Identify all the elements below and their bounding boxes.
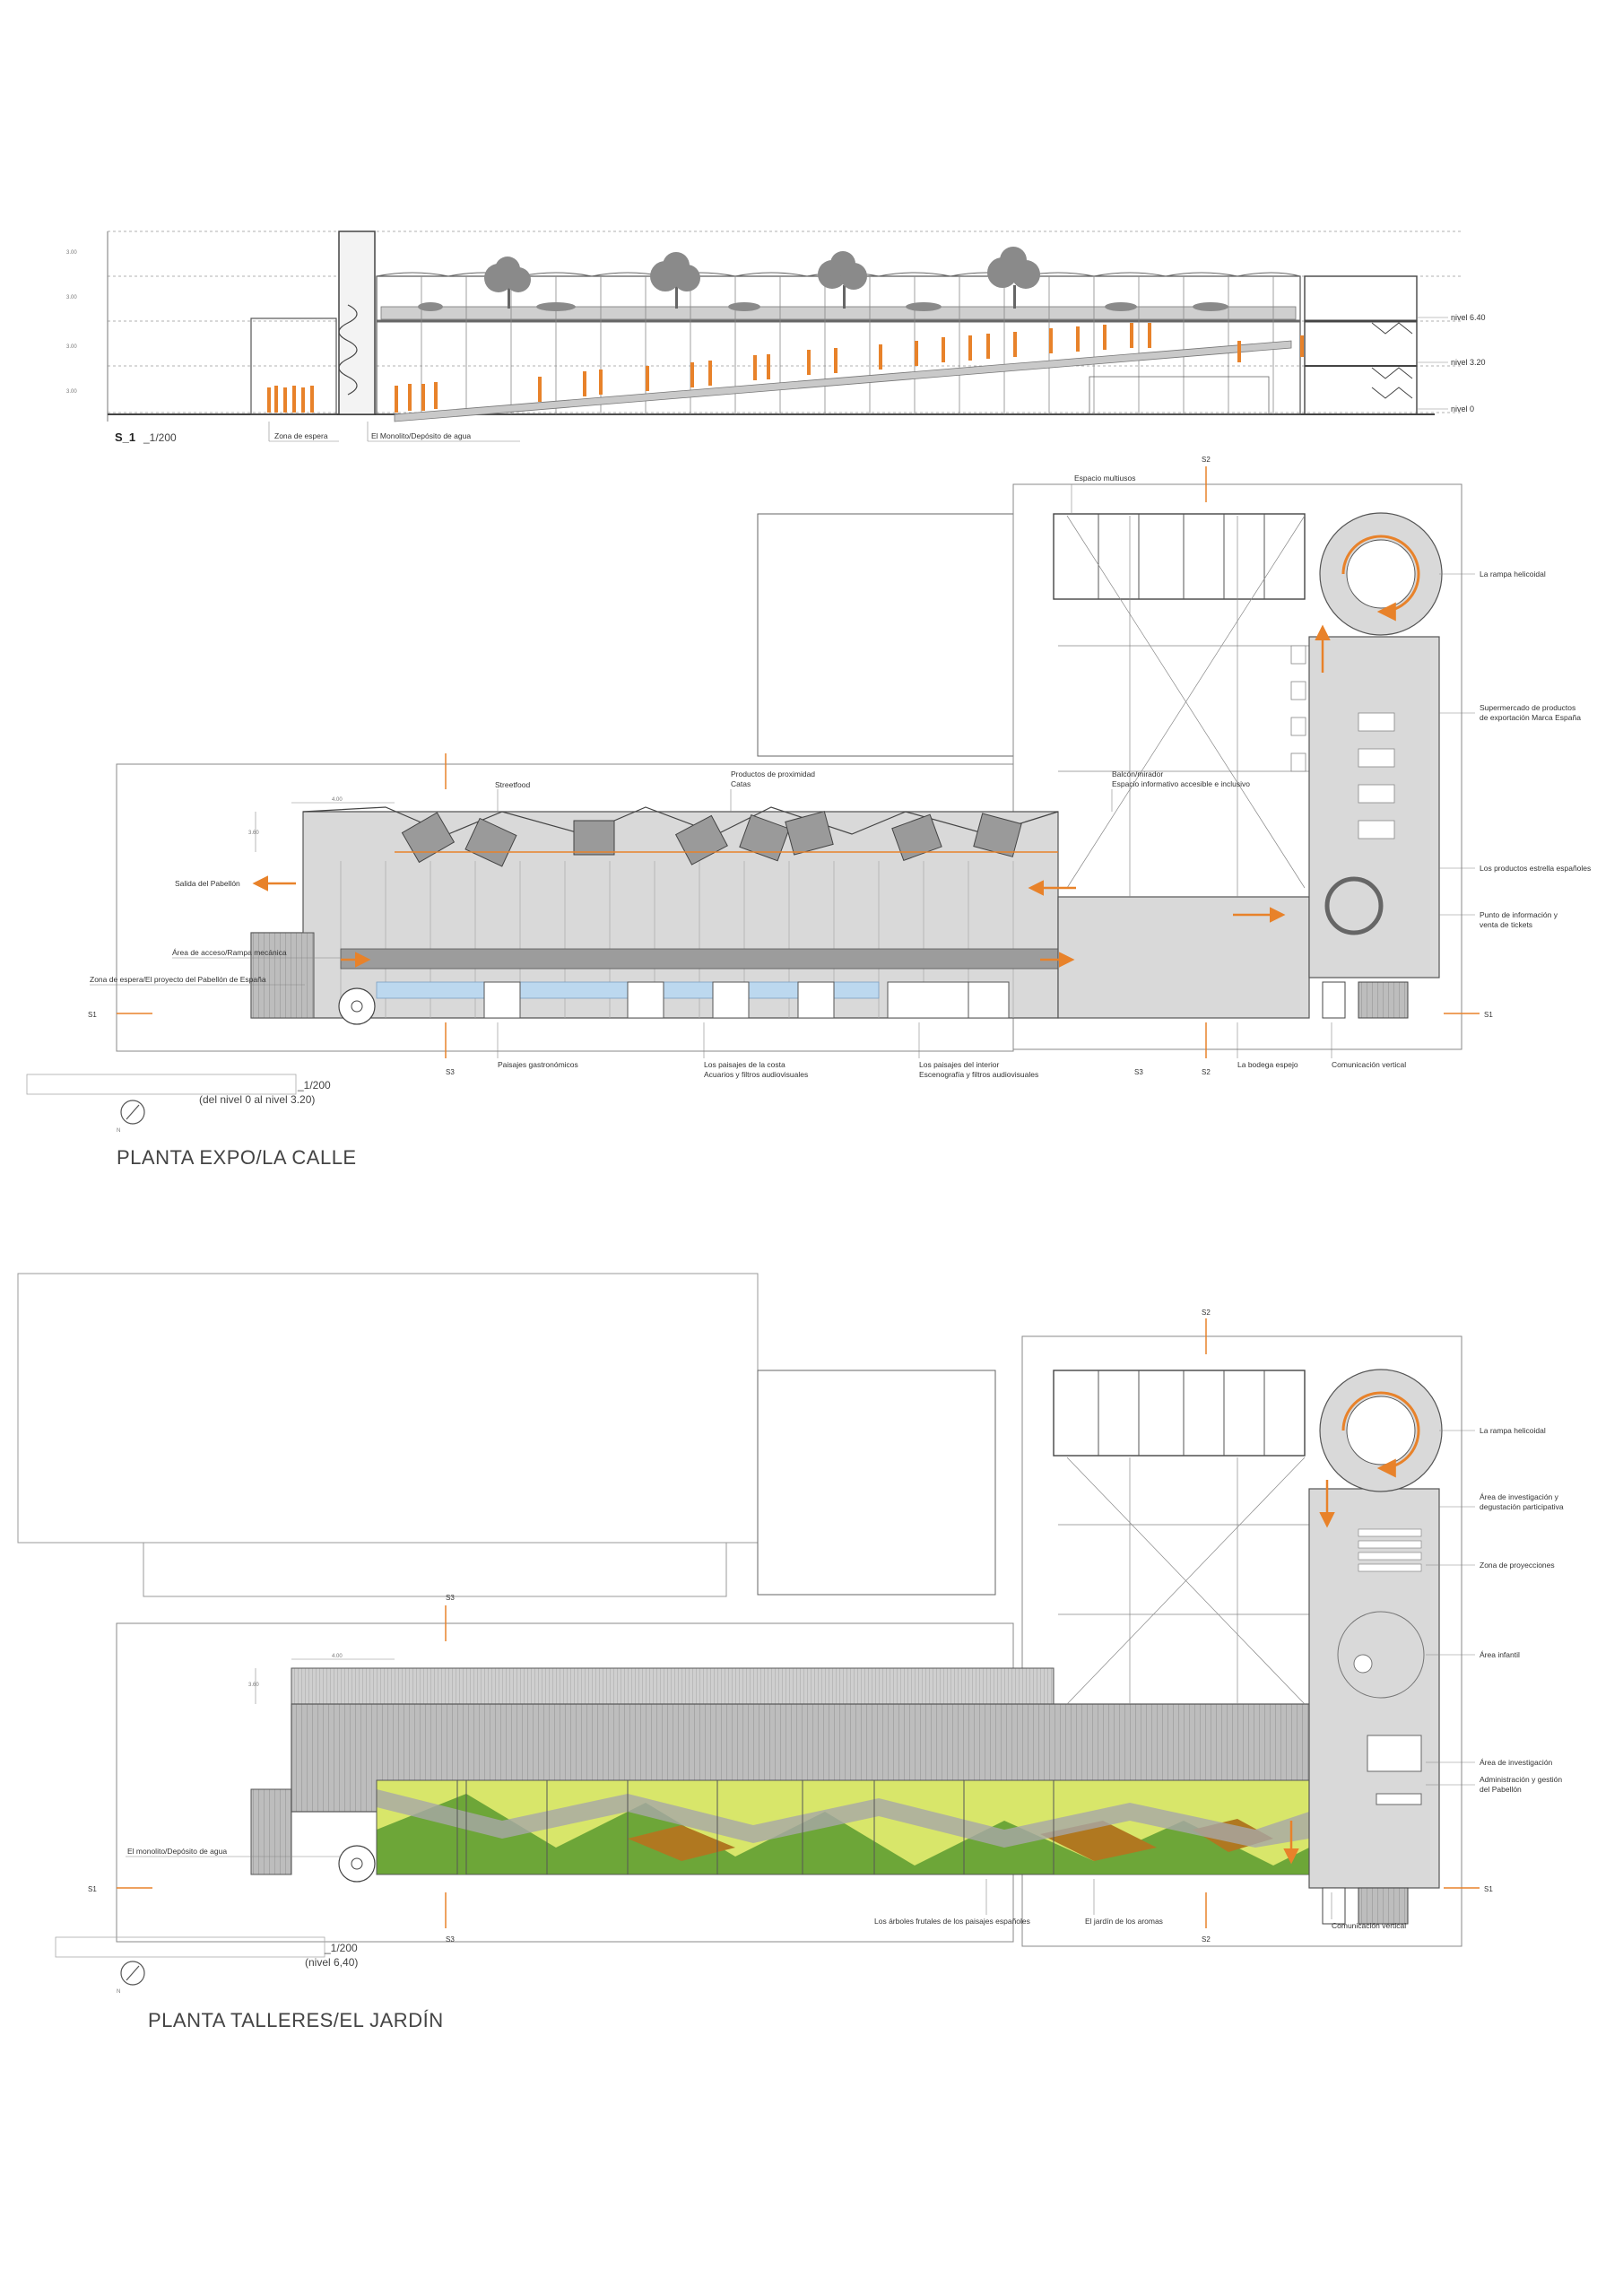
section-s1 — [66, 231, 1486, 444]
svg-text:Streetfood: Streetfood — [495, 780, 531, 789]
plan-talleres — [18, 1274, 1564, 2031]
svg-text:Punto de información y: Punto de información y — [1480, 910, 1558, 919]
svg-text:La bodega espejo: La bodega espejo — [1237, 1060, 1298, 1069]
svg-text:Los productos estrella español: Los productos estrella españoles — [1480, 864, 1592, 873]
svg-text:Paisajes gastronómicos: Paisajes gastronómicos — [498, 1060, 578, 1069]
plan-expo — [27, 456, 1591, 1169]
svg-text:Supermercado de productos: Supermercado de productos — [1480, 703, 1576, 712]
svg-text:Área de investigación: Área de investigación — [1480, 1758, 1553, 1767]
svg-text:nivel 0: nivel 0 — [1451, 404, 1475, 413]
svg-text:Catas: Catas — [731, 779, 751, 788]
svg-text:3.60: 3.60 — [248, 1683, 259, 1688]
svg-text:S3: S3 — [446, 1594, 455, 1602]
plan1-scale-box — [27, 1074, 296, 1094]
svg-text:S1: S1 — [88, 1011, 97, 1019]
plan2-title: PLANTA TALLERES/EL JARDÍN — [148, 2009, 444, 2031]
svg-text:Área infantil: Área infantil — [1480, 1650, 1520, 1659]
svg-text:de exportación Marca España: de exportación Marca España — [1480, 713, 1581, 722]
svg-text:nivel 6.40: nivel 6.40 — [1451, 313, 1486, 322]
section-dimension-labels — [66, 250, 77, 395]
svg-text:Acuarios y filtros audiovisual: Acuarios y filtros audiovisuales — [704, 1070, 809, 1079]
svg-text:S2: S2 — [1202, 456, 1211, 464]
svg-text:_1/200: _1/200 — [298, 1079, 331, 1091]
svg-text:del Pabellón: del Pabellón — [1480, 1785, 1522, 1794]
svg-text:La rampa helicoidal: La rampa helicoidal — [1480, 570, 1546, 578]
plan2-scale-box — [56, 1937, 325, 1957]
svg-text:S2: S2 — [1202, 1309, 1211, 1317]
section-trees — [418, 247, 1228, 311]
svg-text:El Monolito/Depósito de agua: El Monolito/Depósito de agua — [371, 431, 472, 440]
garden-strip — [377, 1780, 1309, 1874]
svg-text:nivel 3.20: nivel 3.20 — [1451, 358, 1486, 367]
svg-text:Área de acceso/Rampa mecánica: Área de acceso/Rampa mecánica — [172, 948, 287, 957]
svg-text:Zona de proyecciones: Zona de proyecciones — [1480, 1561, 1555, 1570]
svg-text:El jardín de los aromas: El jardín de los aromas — [1085, 1917, 1163, 1926]
svg-text:3.00: 3.00 — [66, 389, 77, 395]
svg-text:(nivel 6,40): (nivel 6,40) — [305, 1956, 359, 1969]
plan2-north-icon — [117, 1961, 144, 1995]
svg-text:S1: S1 — [1484, 1011, 1493, 1019]
section-scale: _1/200 — [143, 431, 177, 444]
svg-text:Comunicación vertical: Comunicación vertical — [1332, 1060, 1407, 1069]
svg-text:3.00: 3.00 — [66, 295, 77, 300]
svg-text:Administración y gestión: Administración y gestión — [1480, 1775, 1563, 1784]
svg-text:Los paisajes de la costa: Los paisajes de la costa — [704, 1060, 785, 1069]
svg-text:Los árboles frutales de los pa: Los árboles frutales de los paisajes españoles — [874, 1917, 1030, 1926]
svg-text:Salida del Pabellón: Salida del Pabellón — [175, 879, 240, 888]
svg-text:4.00: 4.00 — [332, 1654, 343, 1659]
svg-text:Zona de espera: Zona de espera — [274, 431, 328, 440]
svg-text:(del nivel 0 al nivel 3.20): (del nivel 0 al nivel 3.20) — [199, 1093, 316, 1106]
section-people — [267, 323, 1304, 413]
plan1-north-icon — [117, 1100, 144, 1134]
svg-text:degustación participativa: degustación participativa — [1480, 1502, 1564, 1511]
section-id: S_1 — [115, 430, 136, 444]
svg-text:Zona de espera/El proyecto del: Zona de espera/El proyecto del Pabellón de España — [90, 975, 266, 984]
svg-text:S1: S1 — [88, 1885, 97, 1893]
svg-text:S2: S2 — [1202, 1068, 1211, 1076]
svg-text:Escenografía y filtros audiovi: Escenografía y filtros audiovisuales — [919, 1070, 1039, 1079]
section-callouts — [269, 422, 520, 441]
svg-text:3.00: 3.00 — [66, 250, 77, 256]
svg-text:Espacio informativo accesible: Espacio informativo accesible e inclusivo — [1112, 779, 1251, 788]
svg-text:3.60: 3.60 — [248, 831, 259, 836]
svg-text:S3: S3 — [1134, 1068, 1143, 1076]
section-level-labels — [1417, 313, 1486, 413]
svg-text:El monolito/Depósito de agua: El monolito/Depósito de agua — [127, 1847, 228, 1856]
svg-text:venta de tickets: venta de tickets — [1480, 920, 1533, 929]
svg-text:Productos de proximidad: Productos de proximidad — [731, 770, 816, 778]
svg-text:Área de investigación y: Área de investigación y — [1480, 1492, 1558, 1501]
svg-text:S2: S2 — [1202, 1935, 1211, 1944]
svg-text:Balcón/mirador: Balcón/mirador — [1112, 770, 1164, 778]
plan1-title: PLANTA EXPO/LA CALLE — [117, 1146, 357, 1169]
svg-text:Los paisajes del interior: Los paisajes del interior — [919, 1060, 1000, 1069]
svg-text:N: N — [117, 1989, 121, 1995]
svg-text:Comunicación vertical: Comunicación vertical — [1332, 1921, 1407, 1930]
svg-text:3.00: 3.00 — [66, 344, 77, 350]
svg-text:S1: S1 — [1484, 1885, 1493, 1893]
svg-text:_1/200: _1/200 — [325, 1942, 358, 1954]
svg-text:S3: S3 — [446, 1068, 455, 1076]
svg-text:4.00: 4.00 — [332, 797, 343, 803]
svg-text:Espacio multiusos: Espacio multiusos — [1074, 474, 1136, 483]
svg-text:N: N — [117, 1128, 121, 1134]
svg-text:S3: S3 — [446, 1935, 455, 1944]
svg-text:La rampa helicoidal: La rampa helicoidal — [1480, 1426, 1546, 1435]
